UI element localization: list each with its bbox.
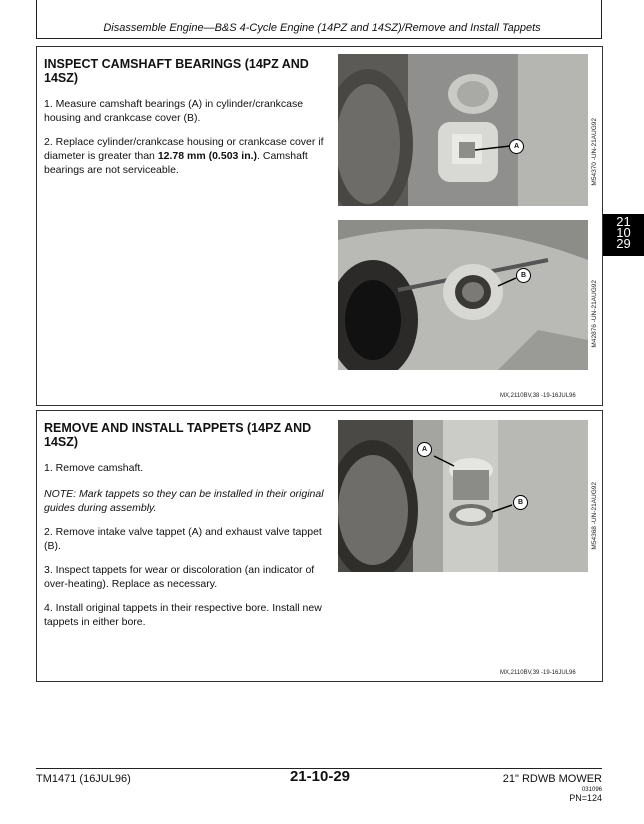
photo-tappets bbox=[338, 420, 588, 572]
tab-line3: 29 bbox=[616, 236, 631, 251]
section2-step1: 1. Remove camshaft. bbox=[44, 462, 144, 474]
footer-pn: PN=124 bbox=[569, 793, 602, 803]
section1-step2-spec: 12.78 mm (0.503 in.) bbox=[157, 150, 258, 162]
photo1-figure-label: M54370 -UN-21AUG92 bbox=[591, 118, 598, 186]
section1-step1: 1. Measure camshaft bearings (A) in cylinder/crankcase housing and crankcase cover (B). bbox=[44, 98, 304, 124]
section2-title: REMOVE AND INSTALL TAPPETS (14PZ AND 14SZ) bbox=[44, 421, 312, 449]
section1-step2-text-end: . Camshaft bearings are not serviceable. bbox=[44, 150, 308, 176]
footer-page-number: 21-10-29 bbox=[289, 768, 351, 785]
tab-line1: 21 bbox=[616, 214, 631, 229]
photo3-figure-label: M54368 -UN-21AUG92 bbox=[591, 482, 598, 550]
callout-a: A bbox=[509, 139, 524, 154]
section2-step4: 4. Install original tappets in their respective bore. Install new tappets in either bore. bbox=[44, 602, 322, 628]
callout-b: B bbox=[516, 268, 531, 283]
footer-manual-id: TM1471 (16JUL96) bbox=[36, 773, 131, 785]
section1-step2 bbox=[44, 135, 329, 177]
footer-product: 21" RDWB MOWER bbox=[502, 773, 602, 785]
footer-date-code: 031096 bbox=[581, 787, 602, 793]
photo3-illustration bbox=[338, 420, 588, 572]
section1-reference: MX,2110BV,38 -19-16JUL96 bbox=[500, 393, 576, 399]
callout-b: B bbox=[513, 495, 528, 510]
tab-line2: 10 bbox=[616, 225, 631, 240]
header-rule bbox=[36, 38, 602, 39]
section1-title: INSPECT CAMSHAFT BEARINGS (14PZ AND 14SZ) bbox=[44, 57, 309, 85]
photo2-figure-label: M42876 -UN-21AUG92 bbox=[591, 280, 598, 348]
section2-reference: MX,2110BV,39 -19-16JUL96 bbox=[500, 670, 576, 676]
section1-step2-text: 2. Replace cylinder/crankcase housing or crankcase cover if diameter is greater than bbox=[44, 136, 324, 162]
section2-step2: 2. Remove intake valve tappet (A) and exhaust valve tappet (B). bbox=[44, 526, 322, 552]
photo2-illustration bbox=[338, 220, 588, 370]
photo-crankcase-cover-b bbox=[338, 220, 588, 370]
section-tab bbox=[603, 214, 644, 256]
photo-camshaft-bearing-a bbox=[338, 54, 588, 206]
photo1-illustration bbox=[338, 54, 588, 206]
section2-step3: 3. Inspect tappets for wear or discoloration (an indicator of over-heating). Replace as necessary. bbox=[44, 564, 315, 590]
page-header-title: Disassemble Engine—B&S 4-Cycle Engine (14PZ and 14SZ)/Remove and Install Tappets bbox=[103, 22, 541, 34]
callout-a: A bbox=[417, 442, 432, 457]
section2-note: NOTE: Mark tappets so they can be installed in their original guides during assembly. bbox=[44, 488, 324, 514]
